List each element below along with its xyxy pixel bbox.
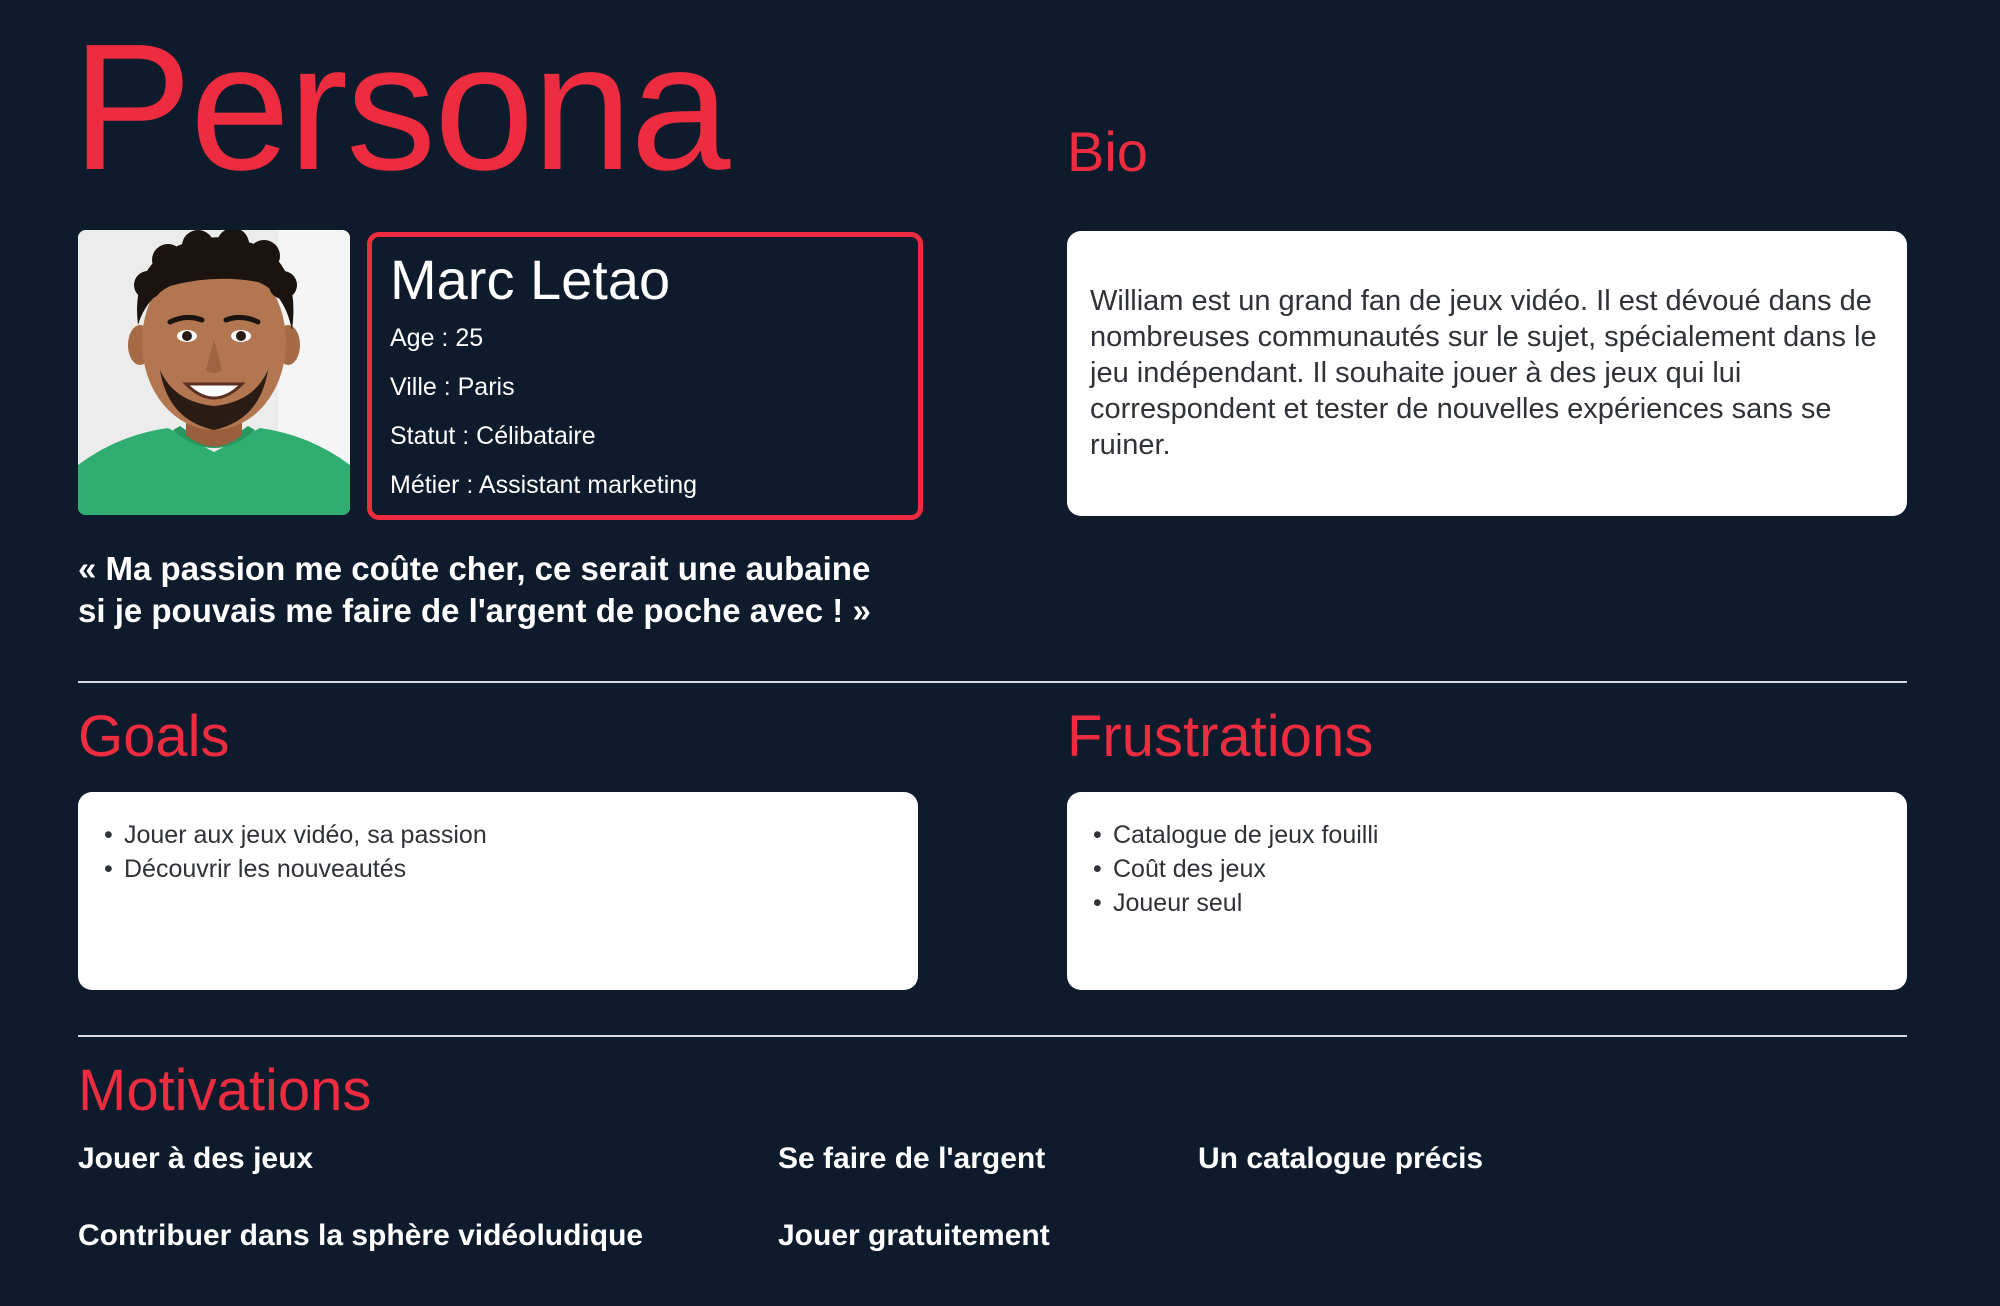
- motivations-heading: Motivations: [78, 1058, 372, 1123]
- persona-job: Métier : Assistant marketing: [390, 471, 698, 499]
- persona-name: Marc Letao: [390, 248, 671, 311]
- goal-item: Découvrir les nouveautés: [124, 855, 407, 883]
- goals-heading: Goals: [78, 704, 230, 769]
- persona-status: Statut : Célibataire: [390, 422, 596, 450]
- goal-item: Jouer aux jeux vidéo, sa passion: [124, 821, 487, 849]
- persona-info-card: [367, 232, 923, 520]
- page-title: Persona: [72, 7, 729, 208]
- frustrations-list: [1093, 818, 1378, 920]
- frustrations-heading: Frustrations: [1067, 704, 1374, 769]
- persona-photo: [78, 230, 350, 515]
- persona-city: Ville : Paris: [390, 373, 515, 401]
- list-item: [1093, 886, 1378, 920]
- quote-line-2: si je pouvais me faire de l'argent de poche avec ! »: [78, 592, 871, 629]
- frustration-item: Coût des jeux: [1113, 855, 1266, 883]
- bullet-icon: •: [104, 855, 113, 883]
- list-item: [104, 852, 487, 886]
- list-item: [1093, 818, 1378, 852]
- motivation-item: Jouer gratuitement: [778, 1219, 1050, 1252]
- motivation-item: Jouer à des jeux: [78, 1142, 314, 1175]
- list-item: [1093, 852, 1378, 886]
- goals-list: [104, 818, 487, 886]
- goals-card: [78, 792, 918, 990]
- frustration-item: Joueur seul: [1113, 889, 1243, 917]
- motivation-item: Se faire de l'argent: [778, 1142, 1046, 1175]
- bio-text: William est un grand fan de jeux vidéo. Il est dévoué dans de nombreuses communautés sur le sujet, spécialement dans le jeu indépendant. Il souhaite jouer à des jeux qui lui correspondent et tester de nouvelles expériences sans se ruiner.: [1090, 285, 1877, 461]
- bullet-icon: •: [104, 821, 113, 849]
- frustration-item: Catalogue de jeux fouilli: [1113, 821, 1379, 849]
- section-divider: [78, 681, 1907, 683]
- frustrations-card: [1067, 792, 1907, 990]
- portrait-photo-icon: [78, 230, 350, 515]
- persona-age: Age : 25: [390, 324, 484, 352]
- bullet-icon: •: [1093, 821, 1102, 849]
- bullet-icon: •: [1093, 855, 1102, 883]
- bio-heading: Bio: [1067, 120, 1148, 183]
- motivation-item: Contribuer dans la sphère vidéoludique: [78, 1219, 644, 1252]
- bio-card: [1067, 231, 1907, 516]
- quote-line-1: « Ma passion me coûte cher, ce serait une aubaine: [78, 550, 871, 587]
- list-item: [104, 818, 487, 852]
- motivation-item: Un catalogue précis: [1198, 1142, 1484, 1175]
- bullet-icon: •: [1093, 889, 1102, 917]
- persona-quote: [78, 548, 958, 632]
- section-divider: [78, 1035, 1907, 1037]
